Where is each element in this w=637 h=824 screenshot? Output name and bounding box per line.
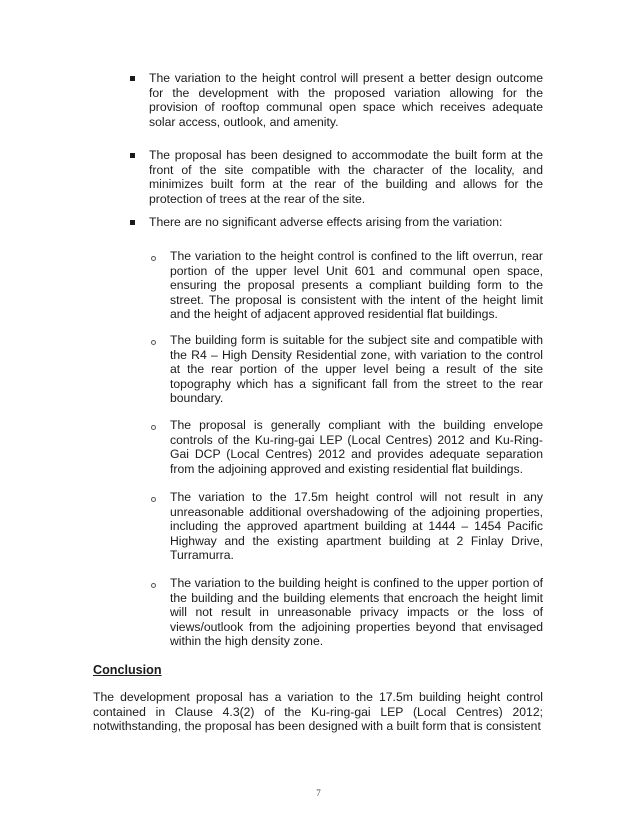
bullet-paragraph: There are no significant adverse effects arising from the variation: <box>149 215 503 229</box>
circle-bullet-icon <box>151 425 156 430</box>
conclusion-paragraph: The development proposal has a variation to the 17.5m building height control contained in Clause 4.3(2) of the Ku-ring-gai LEP (Local Centres) 2012; notwithstanding, the proposal has been designed with a built form that is consistent <box>93 690 543 734</box>
square-bullet-icon <box>130 153 135 158</box>
bullet-paragraph: The proposal has been designed to accommodate the built form at the front of the site compatible with the character of the locality, and minimizes built form at the rear of the building and allows for the protection of trees at the rear of the site. <box>149 148 543 206</box>
square-bullet-icon <box>130 220 135 225</box>
circle-bullet-icon <box>151 583 156 588</box>
sub-bullet-paragraph: The variation to the height control is confined to the lift overrun, rear portion of the upper level Unit 601 and communal open space, ensuring the proposal presents a compliant building form to the street. The proposal is consistent with the intent of the height limit and the height of adjacent approved residential flat buildings. <box>170 249 543 322</box>
sub-bullet-paragraph: The building form is suitable for the subject site and compatible with the R4 – High Density Residential zone, with variation to the control at the rear portion of the upper level being a result of the site topography which has a significant fall from the street to the rear boundary. <box>170 333 543 406</box>
bullet-paragraph: The variation to the height control will present a better design outcome for the development with the proposed variation allowing for the provision of rooftop communal open space which receives adequate solar access, outlook, and amenity. <box>149 71 543 129</box>
circle-bullet-icon <box>151 497 156 502</box>
sub-bullet-paragraph: The variation to the 17.5m height control will not result in any unreasonable additional overshadowing of the adjoining properties, including the approved apartment building at 1444 – 1454 Pacific Highway and the existing apartment building at 2 Finlay Drive, Turramurra. <box>170 490 543 563</box>
circle-bullet-icon <box>151 340 156 345</box>
sub-bullet-paragraph: The variation to the building height is confined to the upper portion of the building and the building elements that encroach the height limit will not result in unreasonable privacy impacts or the loss of views/outlook from the adjoining properties beyond that envisaged within the high density zone. <box>170 576 543 649</box>
square-bullet-icon <box>130 76 135 81</box>
sub-bullet-paragraph: The proposal is generally compliant with the building envelope controls of the Ku-ring-gai LEP (Local Centres) 2012 and Ku-Ring-Gai DCP (Local Centres) 2012 and provides adequate separation from the adjoining approved and existing residential flat buildings. <box>170 418 543 476</box>
circle-bullet-icon <box>151 256 156 261</box>
page-number: 7 <box>316 788 321 798</box>
section-heading: Conclusion <box>93 663 162 677</box>
